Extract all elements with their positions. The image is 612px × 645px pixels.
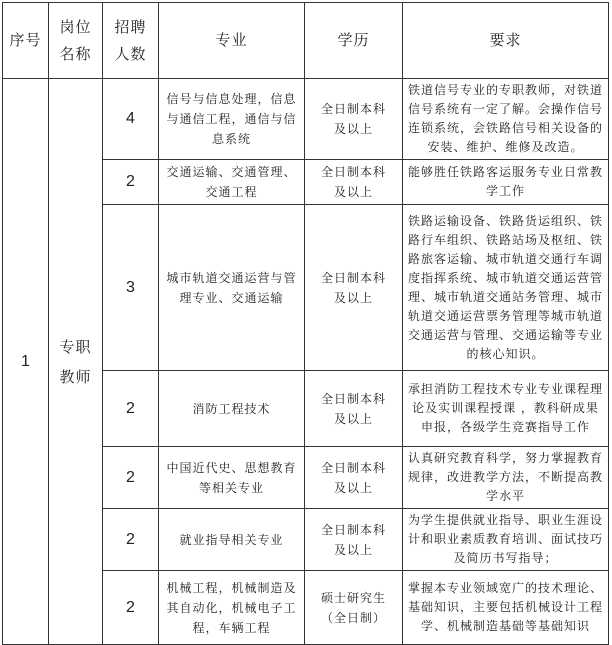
row-major: 交通运输、交通管理、交通工程 — [159, 160, 305, 205]
row-education: 全日制本科 及以上 — [305, 447, 403, 509]
row-requirements: 承担消防工程技术专业专业课程理论及实训课程授课 ，教科研成果申报，各级学生竞赛指导工作 — [403, 371, 609, 447]
row-count: 2 — [103, 571, 159, 645]
row-requirements: 能够胜任铁路客运服务专业日常教学工作 — [403, 160, 609, 205]
row-requirements: 认真研究教育科学，努力掌握教育规律，改进教学方法，不断提高教学水平 — [403, 447, 609, 509]
row-major: 机械工程，机械制造及其自动化，机械电子工程，车辆工程 — [159, 571, 305, 645]
row-count: 2 — [103, 447, 159, 509]
row-major: 中国近代史、思想教育等相关专业 — [159, 447, 305, 509]
row-count: 2 — [103, 160, 159, 205]
row-major: 消防工程技术 — [159, 371, 305, 447]
header-count: 招聘 人数 — [103, 3, 159, 79]
header-index: 序号 — [3, 3, 49, 79]
row-education: 全日制本科 及以上 — [305, 371, 403, 447]
row-major: 城市轨道交通运营与管理专业、交通运输 — [159, 205, 305, 371]
row-requirements: 铁路运输设备、铁路货运组织、铁路行车组织、铁路站场及枢纽、铁路旅客运输、城市轨道交通行车调度指挥系统、城市轨道交通运营管理、城市轨道交通站务管理、城市轨道交通运营票务管理等城市轨道交通运营与管理、交通运输等专业的核心知识。 — [403, 205, 609, 371]
row-requirements: 掌握本专业领域宽广的技术理论、基础知识，主要包括机械设计工程学、机械制造基础等基础知识 — [403, 571, 609, 645]
group-index: 1 — [3, 79, 49, 645]
row-count: 2 — [103, 509, 159, 571]
row-education: 硕士研究生 （全日制） — [305, 571, 403, 645]
header-major: 专业 — [159, 3, 305, 79]
header-row — [3, 3, 609, 79]
row-education: 全日制本科 及以上 — [305, 205, 403, 371]
row-major: 就业指导相关专业 — [159, 509, 305, 571]
row-count: 4 — [103, 79, 159, 160]
row-count: 2 — [103, 371, 159, 447]
table-row — [3, 79, 609, 160]
header-position: 岗位 名称 — [49, 3, 103, 79]
row-requirements: 为学生提供就业指导、职业生涯设计和职业素质教育培训、面试技巧及简历书写指导； — [403, 509, 609, 571]
row-requirements: 铁道信号专业的专职教师，对铁道信号系统有一定了解。会操作信号连锁系统，会铁路信号相关设备的安装、维护、维修及改造。 — [403, 79, 609, 160]
row-education: 全日制本科 及以上 — [305, 79, 403, 160]
group-position: 专职 教师 — [49, 79, 103, 645]
row-education: 全日制本科 及以上 — [305, 160, 403, 205]
recruitment-table — [2, 2, 609, 645]
header-requirements: 要求 — [403, 3, 609, 79]
row-count: 3 — [103, 205, 159, 371]
row-education: 全日制本科 及以上 — [305, 509, 403, 571]
header-education: 学历 — [305, 3, 403, 79]
row-major: 信号与信息处理，信息与通信工程，通信与信息系统 — [159, 79, 305, 160]
